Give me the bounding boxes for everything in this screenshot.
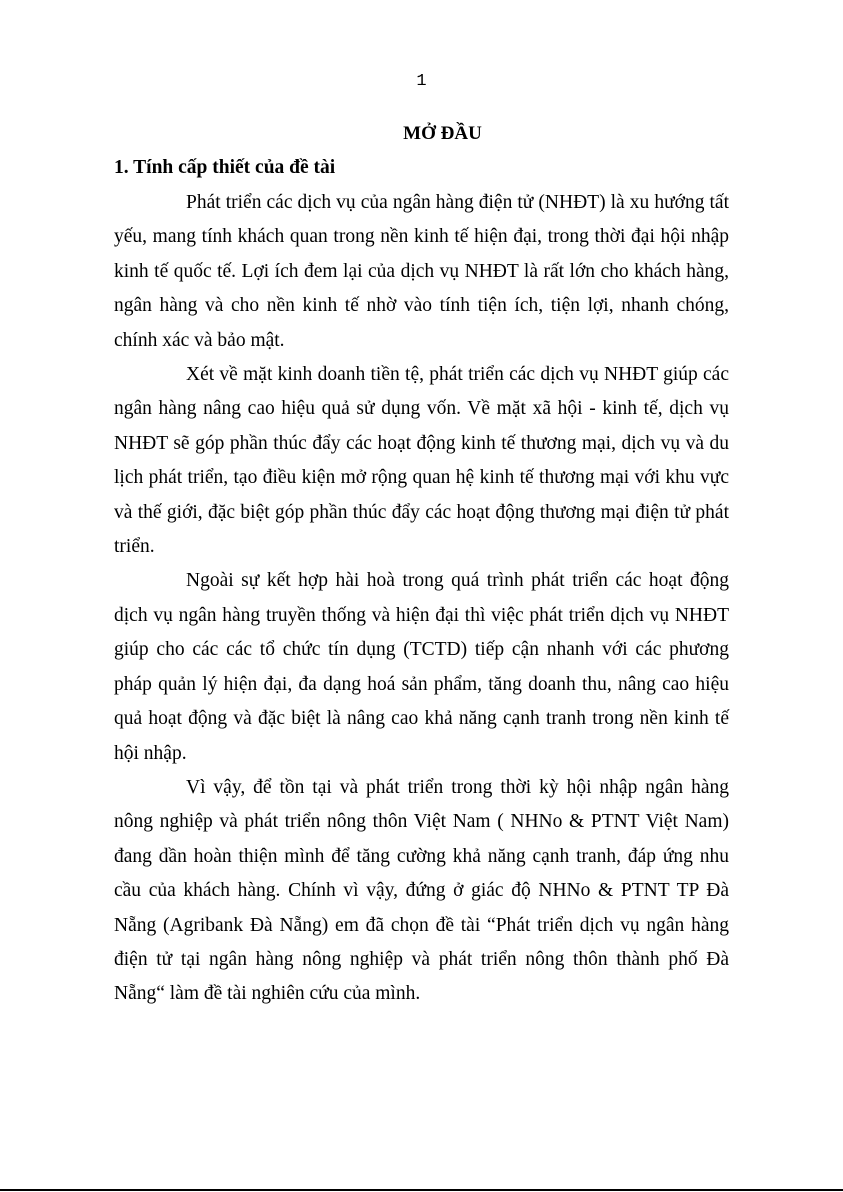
bottom-rule: [0, 1189, 843, 1191]
paragraph: Xét về mặt kinh doanh tiền tệ, phát triển các dịch vụ NHĐT giúp các ngân hàng nâng cao hiệu quả sử dụng vốn. Về mặt xã hội - kinh tế, dịch vụ NHĐT sẽ góp phần thúc đẩy các hoạt động kinh tế thương mại, dịch vụ và du lịch phát triển, tạo điều kiện mở rộng quan hệ kinh tế thương mại với khu vực và thế giới, đặc biệt góp phần thúc đẩy các hoạt động thương mại điện tử phát triển.: [114, 364, 729, 558]
paragraph: Phát triển các dịch vụ của ngân hàng điện tử (NHĐT) là xu hướng tất yếu, mang tính khách quan trong nền kinh tế hiện đại, trong thời đại hội nhập kinh tế quốc tế. Lợi ích đem lại của dịch vụ NHĐT là rất lớn cho khách hàng, ngân hàng và cho nền kinh tế nhờ vào tính tiện ích, tiện lợi, nhanh chóng, chính xác và bảo mật.: [114, 192, 729, 351]
body-text: [114, 186, 729, 1012]
page-number: 1: [416, 72, 427, 91]
paragraph: Vì vậy, để tồn tại và phát triển trong thời kỳ hội nhập ngân hàng nông nghiệp và phát triển nông thôn Việt Nam ( NHNo & PTNT Việt Nam) đang dần hoàn thiện mình để tăng cường khả năng cạnh tranh, đáp ứng nhu cầu của khách hàng. Chính vì vậy, đứng ở giác độ NHNo & PTNT TP Đà Nẵng (Agribank Đà Nẵng) em đã chọn đề tài “Phát triển dịch vụ ngân hàng điện tử tại ngân hàng nông nghiệp và phát triển nông thôn thành phố Đà Nẵng“ làm đề tài nghiên cứu của mình.: [114, 776, 729, 1005]
section-title: 1. Tính cấp thiết của đề tài: [114, 157, 336, 178]
page-heading: MỞ ĐẦU: [403, 123, 482, 144]
paragraph: Ngoài sự kết hợp hài hoà trong quá trình phát triển các hoạt động dịch vụ ngân hàng truyền thống và hiện đại thì việc phát triển dịch vụ NHĐT giúp cho các các tổ chức tín dụng (TCTD) tiếp cận nhanh với các phương pháp quản lý hiện đại, đa dạng hoá sản phẩm, tăng doanh thu, nâng cao hiệu quả hoạt động và đặc biệt là nâng cao khả năng cạnh tranh trong nền kinh tế hội nhập.: [114, 570, 729, 764]
